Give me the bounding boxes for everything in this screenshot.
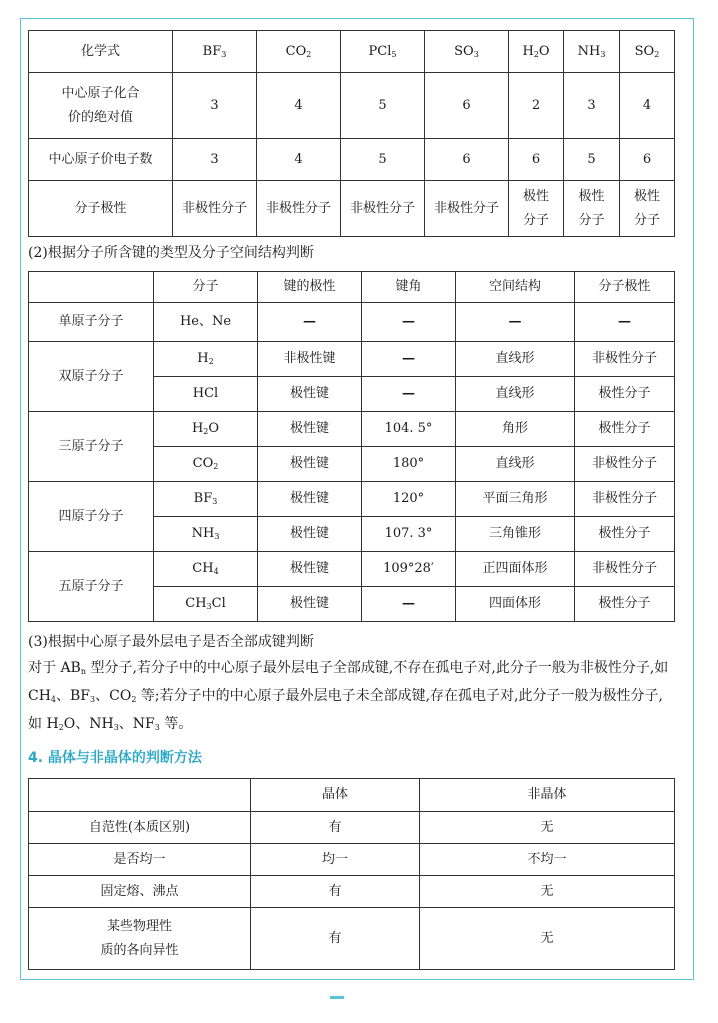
molecule-cell: $CO_2$ [154, 447, 258, 482]
formula-cell: $BF_3$ [173, 31, 257, 73]
value-cell: 平面三角形 [456, 482, 575, 517]
value-cell: 6 [620, 139, 675, 181]
molecule-cell: $BF_3$ [154, 482, 258, 517]
group-label: 双原子分子 [29, 342, 154, 412]
value-cell: 极性分子 [575, 412, 675, 447]
value-cell: 6 [425, 73, 509, 139]
value-cell: 非极性分子 [425, 181, 509, 237]
value-cell: 直线形 [456, 447, 575, 482]
header-cell: 非晶体 [420, 779, 675, 812]
molecule-cell: HCl [154, 377, 258, 412]
header-cell: 键角 [362, 272, 456, 303]
table-row [29, 412, 675, 447]
molecule-cell: $H_2O$ [154, 412, 258, 447]
value-cell: 正四面体形 [456, 552, 575, 587]
value-cell: 6 [425, 139, 509, 181]
value-cell: 不均一 [420, 844, 675, 876]
table-row [29, 844, 675, 876]
value-cell: 非极性分子 [173, 181, 257, 237]
header-cell: 晶体 [251, 779, 420, 812]
value-cell: 极性键 [258, 412, 362, 447]
value-cell: 极性 分子 [620, 181, 675, 237]
header-cell: 空间结构 [456, 272, 575, 303]
formula-cell: $H_2O$ [509, 31, 564, 73]
table-row [29, 779, 675, 812]
value-cell: 极性 分子 [564, 181, 620, 237]
table-row [29, 31, 675, 73]
molecule-cell: $CH_4$ [154, 552, 258, 587]
value-cell: 2 [509, 73, 564, 139]
header-cell: 分子极性 [575, 272, 675, 303]
table-row [29, 272, 675, 303]
value-cell: 3 [564, 73, 620, 139]
value-cell: 角形 [456, 412, 575, 447]
row-label: 是否均一 [29, 844, 251, 876]
value-cell: — [258, 303, 362, 342]
value-cell: 无 [420, 876, 675, 908]
value-cell: 极性分子 [575, 377, 675, 412]
value-cell: 极性分子 [575, 587, 675, 622]
molecule-cell: $H_2$ [154, 342, 258, 377]
header-cell [29, 272, 154, 303]
value-cell: 非极性分子 [575, 482, 675, 517]
section-4-title: 4. 晶体与非晶体的判断方法 [28, 750, 202, 766]
table-row [29, 181, 675, 237]
value-cell: — [456, 303, 575, 342]
table-row [29, 342, 675, 377]
value-cell: 均一 [251, 844, 420, 876]
value-cell: 5 [341, 139, 425, 181]
molecule-cell: $NH_3$ [154, 517, 258, 552]
value-cell: 三角锥形 [456, 517, 575, 552]
header-cell: 化学式 [29, 31, 173, 73]
formula-cell: $SO_2$ [620, 31, 675, 73]
value-cell: 极性键 [258, 447, 362, 482]
value-cell: 四面体形 [456, 587, 575, 622]
value-cell: 有 [251, 812, 420, 844]
value-cell: 6 [509, 139, 564, 181]
crystal-table [28, 778, 675, 970]
value-cell: 109°28′ [362, 552, 456, 587]
formula-cell: PCl$_5$ [341, 31, 425, 73]
value-cell: 直线形 [456, 377, 575, 412]
value-cell: — [362, 342, 456, 377]
group-label: 单原子分子 [29, 303, 154, 342]
formula-cell: $CO_2$ [257, 31, 341, 73]
table-row [29, 73, 675, 139]
value-cell: 104. 5° [362, 412, 456, 447]
value-cell: 有 [251, 908, 420, 970]
value-cell: 4 [620, 73, 675, 139]
value-cell: 3 [173, 139, 257, 181]
molecule-cell: $CH_3Cl$ [154, 587, 258, 622]
group-label: 五原子分子 [29, 552, 154, 622]
paragraph-method-3: 对于 $AB_n$ 型分子,若分子中的中心原子最外层电子全部成键,不存在孤电子对,此分子一般为非极性分子,如 $CH_4$、$BF_3$、$CO_2$ 等;若分子中的中心原子最外层电子未全部成键,存在孤电子对,此分子一般为极性分子,如 $H_2O$、$NH_3$、$NF_3$ 等。 [28, 660, 669, 732]
row-label: 固定熔、沸点 [29, 876, 251, 908]
group-label: 三原子分子 [29, 412, 154, 482]
value-cell: 极性分子 [575, 517, 675, 552]
value-cell: 无 [420, 812, 675, 844]
table-row [29, 876, 675, 908]
value-cell: 非极性分子 [575, 447, 675, 482]
value-cell: 有 [251, 876, 420, 908]
row-label: 中心原子价电子数 [29, 139, 173, 181]
page-number-mark [330, 996, 344, 999]
value-cell: 5 [564, 139, 620, 181]
value-cell: 非极性键 [258, 342, 362, 377]
value-cell: 107. 3° [362, 517, 456, 552]
value-cell: 无 [420, 908, 675, 970]
value-cell: 极性 分子 [509, 181, 564, 237]
value-cell: — [362, 303, 456, 342]
value-cell: 120° [362, 482, 456, 517]
table-row [29, 139, 675, 181]
table-row [29, 482, 675, 517]
header-cell [29, 779, 251, 812]
value-cell: 5 [341, 73, 425, 139]
value-cell: — [362, 377, 456, 412]
heading-method-2: (2)根据分子所含键的类型及分子空间结构判断 [28, 245, 314, 261]
molecule-polarity-table [28, 271, 675, 622]
valence-table [28, 30, 675, 237]
value-cell: 3 [173, 73, 257, 139]
value-cell: 直线形 [456, 342, 575, 377]
value-cell: 极性键 [258, 552, 362, 587]
table-row [29, 552, 675, 587]
group-label: 四原子分子 [29, 482, 154, 552]
header-cell: 键的极性 [258, 272, 362, 303]
value-cell: 非极性分子 [575, 552, 675, 587]
molecule-cell: He、Ne [154, 303, 258, 342]
row-label: 中心原子化合 价的绝对值 [29, 73, 173, 139]
value-cell: 4 [257, 73, 341, 139]
value-cell: — [575, 303, 675, 342]
value-cell: 极性键 [258, 377, 362, 412]
table-row [29, 908, 675, 970]
row-label: 分子极性 [29, 181, 173, 237]
table-row [29, 812, 675, 844]
value-cell: — [362, 587, 456, 622]
row-label: 某些物理性 质的各向异性 [29, 908, 251, 970]
header-cell: 分子 [154, 272, 258, 303]
value-cell: 180° [362, 447, 456, 482]
formula-cell: $SO_3$ [425, 31, 509, 73]
value-cell: 极性键 [258, 517, 362, 552]
heading-method-3: (3)根据中心原子最外层电子是否全部成键判断 [28, 634, 314, 650]
table-row [29, 303, 675, 342]
value-cell: 非极性分子 [575, 342, 675, 377]
value-cell: 极性键 [258, 482, 362, 517]
value-cell: 非极性分子 [257, 181, 341, 237]
formula-cell: $NH_3$ [564, 31, 620, 73]
value-cell: 4 [257, 139, 341, 181]
value-cell: 非极性分子 [341, 181, 425, 237]
value-cell: 极性键 [258, 587, 362, 622]
row-label: 自范性(本质区别) [29, 812, 251, 844]
